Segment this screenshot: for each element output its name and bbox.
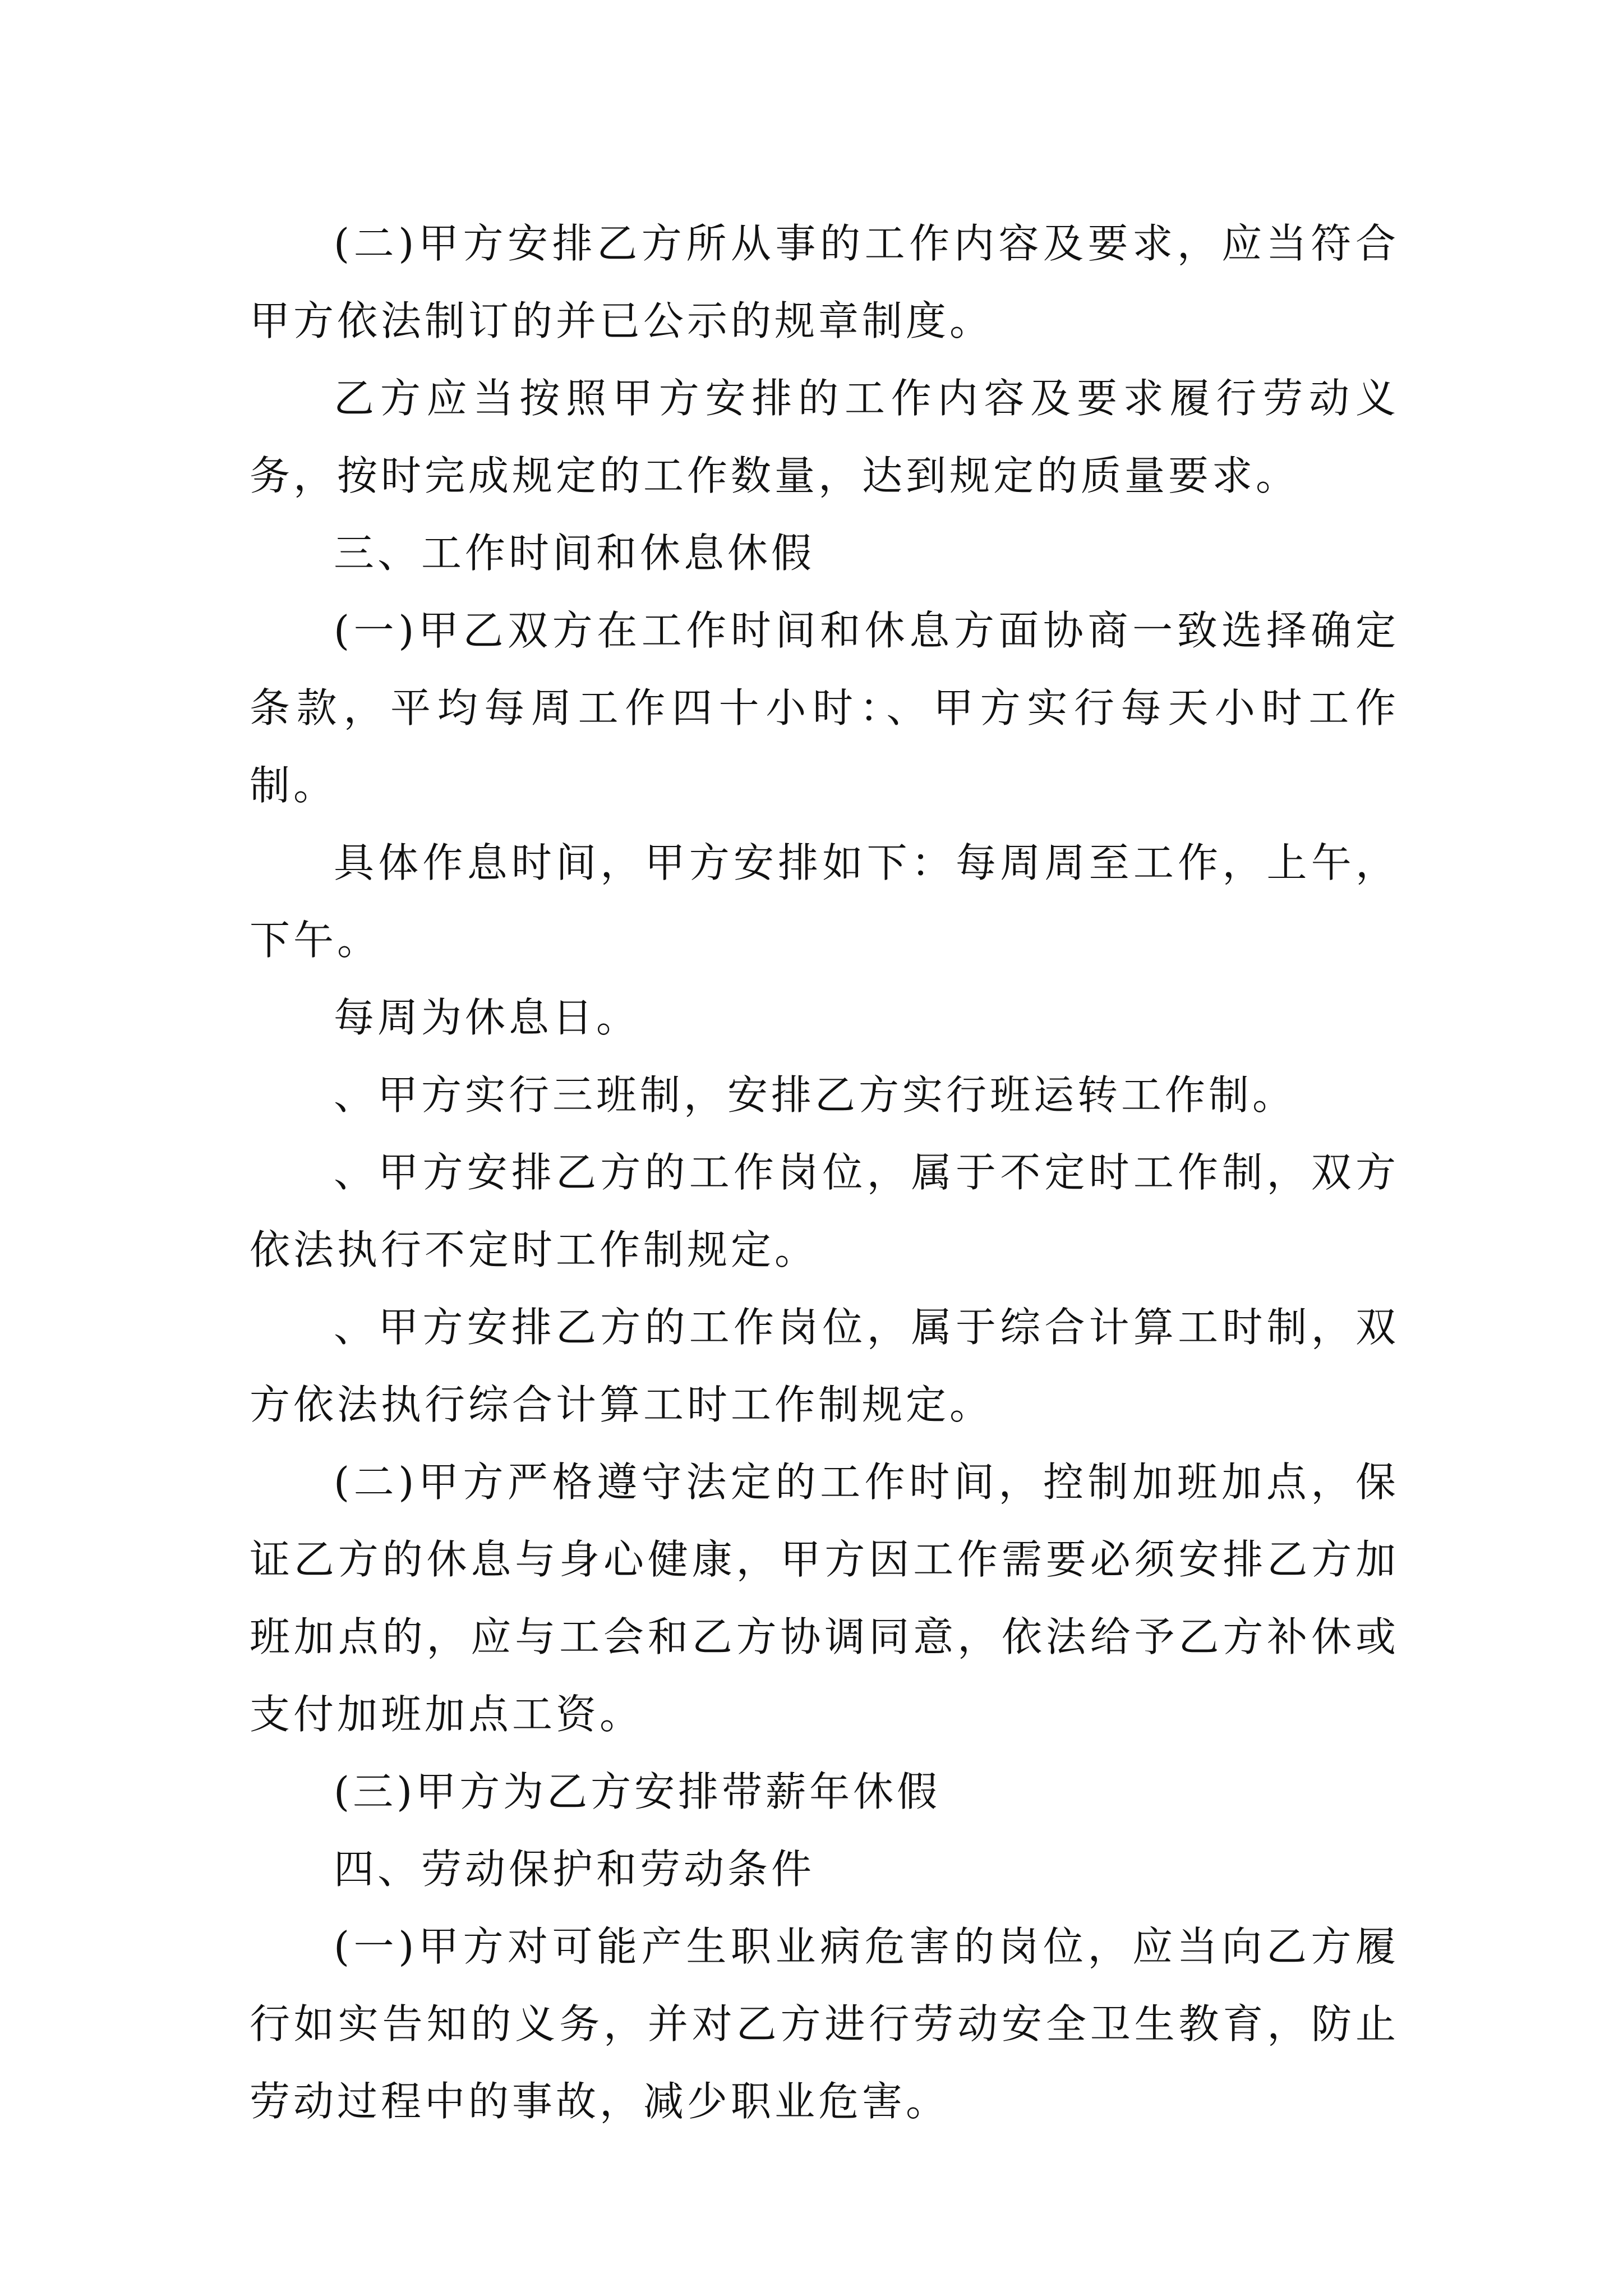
paragraph: 、甲方安排乙方的工作岗位，属于不定时工作制，双方依法执行不定时工作制规定。	[250, 1149, 1399, 1273]
paragraph: (一)甲乙双方在工作时间和休息方面协商一致选择确定条款，平均每周工作四十小时：、甲方实行每天小时工作制。	[250, 607, 1399, 809]
paragraph: 乙方应当按照甲方安排的工作内容及要求履行劳动义务，按时完成规定的工作数量，达到规定的质量要求。	[250, 375, 1399, 499]
paragraph: (二)甲方安排乙方所从事的工作内容及要求，应当符合甲方依法制订的并已公示的规章制度。	[250, 220, 1399, 344]
paragraph: (一)甲方对可能产生职业病危害的岗位，应当向乙方履行如实告知的义务，并对乙方进行劳动安全卫生教育，防止劳动过程中的事故，减少职业危害。	[250, 1923, 1399, 2125]
paragraph: 具体作息时间，甲方安排如下：每周周至工作，上午，下午。	[250, 839, 1399, 964]
section-heading: 三、工作时间和休息休假	[334, 530, 815, 577]
paragraph: (三)甲方为乙方安排带薪年休假	[334, 1768, 941, 1815]
paragraph: 、甲方安排乙方的工作岗位，属于综合计算工时制，双方依法执行综合计算工时工作制规定。	[250, 1304, 1399, 1428]
paragraph: (二)甲方严格遵守法定的工作时间，控制加班加点，保证乙方的休息与身心健康，甲方因工作需要必须安排乙方加班加点的，应与工会和乙方协调同意，依法给予乙方补休或支付加班加点工资。	[250, 1458, 1399, 1738]
document-body	[250, 205, 1399, 2140]
section-heading: 四、劳动保护和劳动条件	[334, 1846, 815, 1893]
paragraph: 、甲方实行三班制，安排乙方实行班运转工作制。	[334, 1071, 1297, 1119]
paragraph: 每周为休息日。	[334, 994, 640, 1041]
